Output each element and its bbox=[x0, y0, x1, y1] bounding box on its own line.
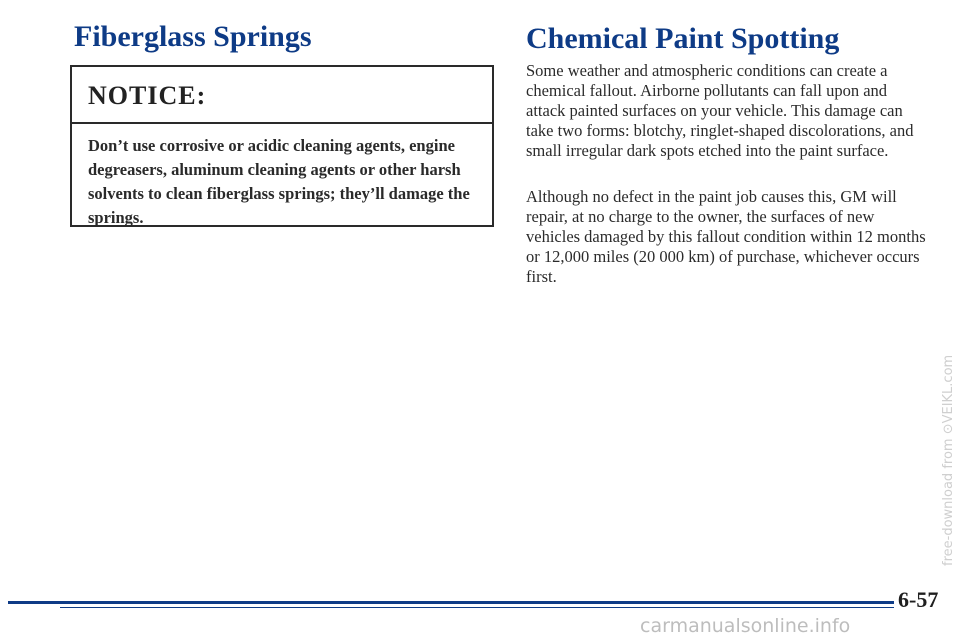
paragraph-repair-policy: Although no defect in the paint job causes this, GM will repair, at no charge to the owner, the surfaces of new vehicles damaged by this fallout condition within 12 months or 12,000 miles (20 000 km) of purchase, whichever occurs first. bbox=[526, 187, 926, 286]
section-heading-fiberglass-springs: Fiberglass Springs bbox=[74, 20, 312, 53]
paragraph-weather-conditions: Some weather and atmospheric conditions can create a chemical fallout. Airborne pollutants can fall upon and attack painted surfaces on your vehicle. This damage can take two forms: blotchy, ringlet-shaped discolorations, and small irregular dark spots etched into the paint surface. bbox=[526, 61, 914, 160]
section-heading-chemical-paint-spotting: Chemical Paint Spotting bbox=[526, 22, 840, 55]
bottom-watermark: carmanualsonline.info bbox=[640, 615, 851, 637]
notice-title: NOTICE: bbox=[88, 81, 207, 110]
notice-header bbox=[72, 67, 492, 124]
footer-rule bbox=[8, 601, 894, 604]
notice-text: Don’t use corrosive or acidic cleaning agents, engine degreasers, aluminum cleaning agents or other harsh solvents to clean fiberglass springs; they’ll damage the springs. bbox=[88, 136, 470, 227]
page-number: 6-57 bbox=[898, 587, 939, 612]
side-watermark: free-download from ⊙VEIKL.com bbox=[941, 354, 956, 566]
notice-box bbox=[70, 65, 494, 227]
footer-rule-thin bbox=[60, 607, 894, 608]
